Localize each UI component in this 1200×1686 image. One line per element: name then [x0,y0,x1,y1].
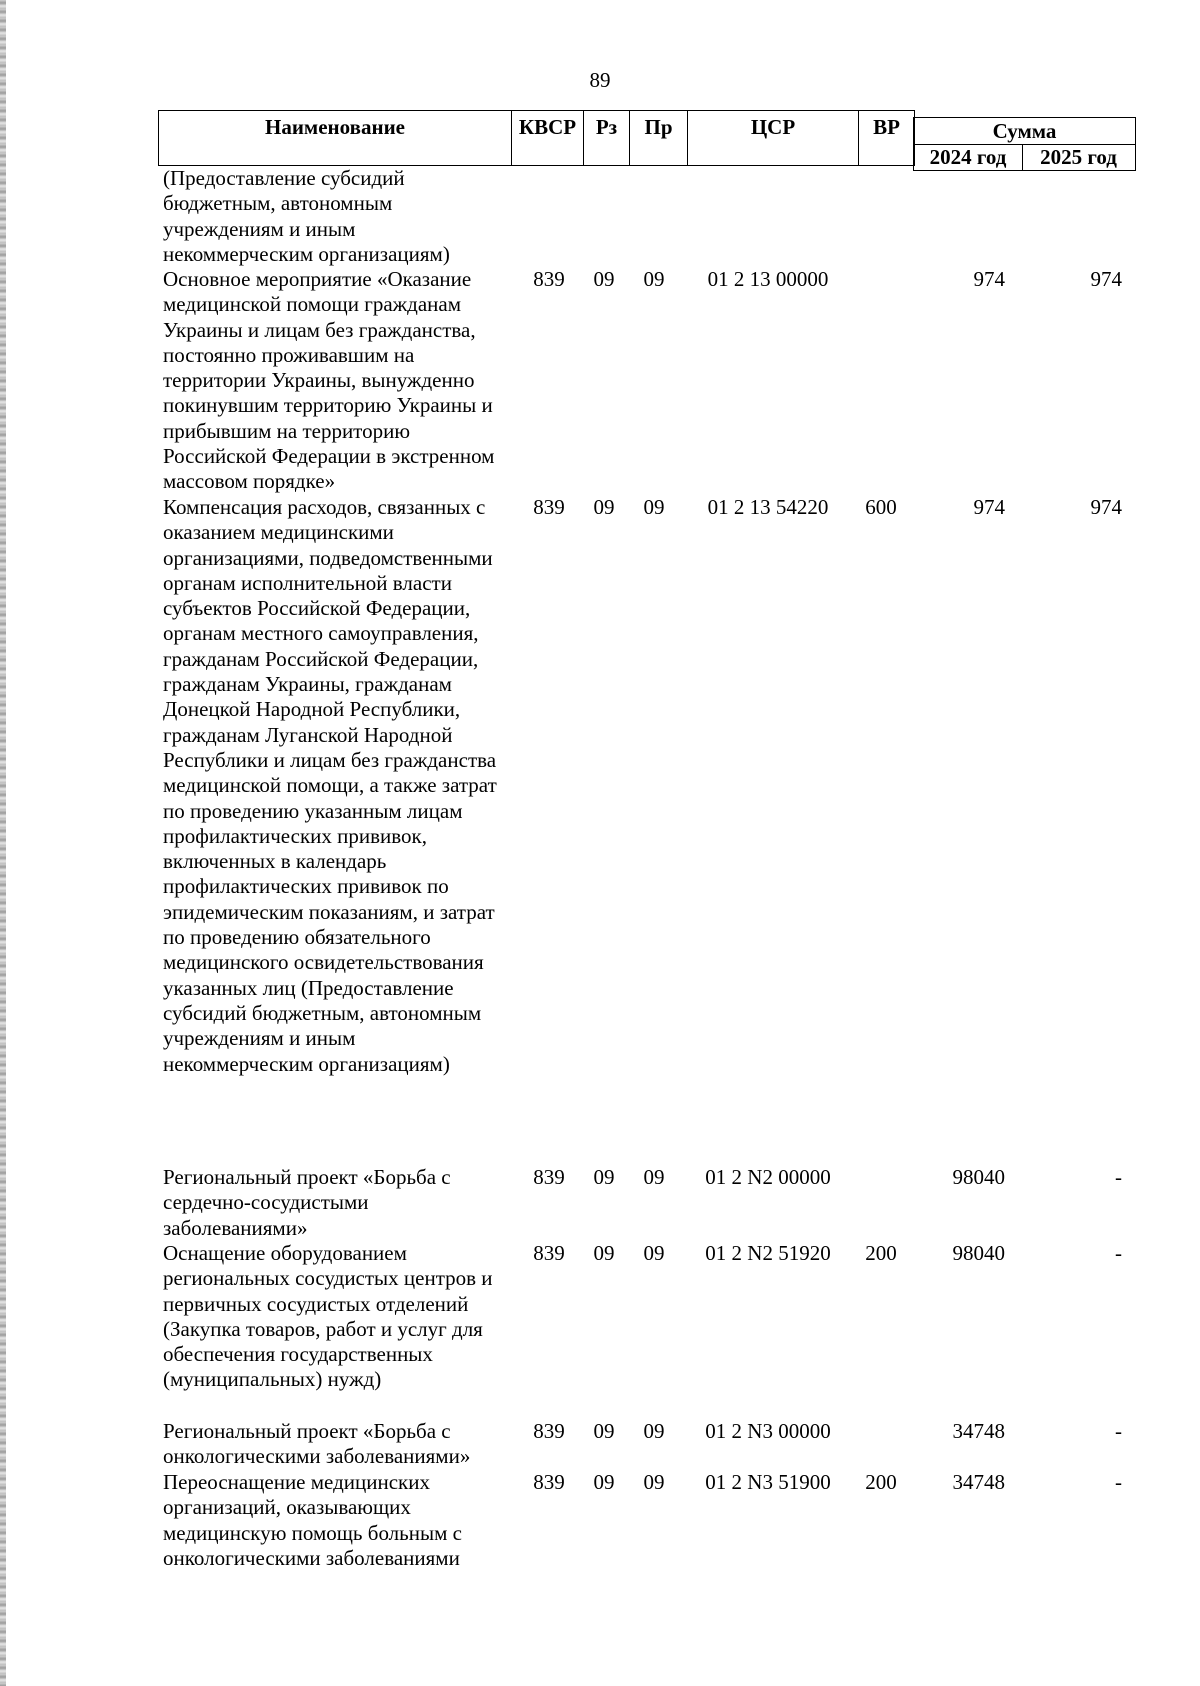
row-pr: 09 [643,1470,665,1494]
row-rz: 09 [593,1241,615,1265]
row-name: Переоснащение медицинских организаций, оказывающих медицинскую помощь больным с онкологическими заболеваниями [163,1470,462,1570]
row-pr: 09 [643,1419,665,1443]
header-summa-group [913,117,1136,171]
row-2025: 974 [1090,495,1122,519]
row-2024: 34748 [952,1470,1005,1494]
row-2025: - [1115,1419,1122,1443]
row-2024: 974 [973,267,1005,291]
row-csr: 01 2 N2 51920 [705,1241,831,1265]
row-name: Компенсация расходов, связанных с оказанием медицинскими организациями, подведомственными органам исполнительной власти субъектов Российской Федерации, органам местного самоуправления, гражданам Российской Федерации, гражданам Украины, гражданам Донецкой Народной Республики, гражданам Луганской Народной Республики и лицам без гражданства медицинской помощи, а также затрат по проведению указанным лицам профилактических прививок, включенных в календарь профилактических прививок по эпидемическим показаниям, и затрат по проведению обязательного медицинского освидетельствования указанных лиц (Предоставление субсидий бюджетным, автономным учреждениям и иным некоммерческим организациям) [163,495,497,1076]
table-row [0,1241,1200,1419]
row-rz: 09 [593,267,615,291]
row-vr: 600 [865,495,897,519]
row-pr: 09 [643,495,665,519]
table-body [0,166,1200,1572]
row-2025: 974 [1090,267,1122,291]
header-vr: ВР [858,111,914,165]
header-year-2024: 2024 год [929,145,1007,169]
table-row [0,267,1200,495]
row-2024: 98040 [952,1241,1005,1265]
row-2024: 974 [973,495,1005,519]
row-csr: 01 2 N3 00000 [705,1419,831,1443]
table-header [158,110,915,166]
row-vr: 200 [865,1241,897,1265]
row-csr: 01 2 N2 00000 [705,1165,831,1189]
table-row [0,166,1200,267]
row-pr: 09 [643,1241,665,1265]
row-rz: 09 [593,495,615,519]
table-row [0,1419,1200,1470]
row-kvsr: 839 [533,1470,565,1494]
row-name: Региональный проект «Борьба с сердечно-сосудистыми заболеваниями» [163,1165,451,1240]
row-kvsr: 839 [533,1419,565,1443]
row-csr: 01 2 13 54220 [707,495,829,519]
header-pr: Пр [629,111,687,165]
row-2025: - [1115,1165,1122,1189]
header-rz: Рз [583,111,629,165]
header-year-2025: 2025 год [1022,145,1134,170]
row-name: (Предоставление субсидий бюджетным, автономным учреждениям и иным некоммерческим организациям) [163,166,450,266]
header-kvsr: КВСР [511,111,583,165]
row-kvsr: 839 [533,267,565,291]
row-kvsr: 839 [533,1165,565,1189]
page-number: 89 [589,68,611,92]
row-2025: - [1115,1470,1122,1494]
row-pr: 09 [643,267,665,291]
header-name: Наименование [265,115,405,139]
row-2024: 98040 [952,1165,1005,1189]
header-csr: ЦСР [687,111,858,165]
row-kvsr: 839 [533,1241,565,1265]
row-2025: - [1115,1241,1122,1265]
table-row [0,1470,1200,1572]
row-vr: 200 [865,1470,897,1494]
table-row [0,495,1200,1165]
row-name: Оснащение оборудованием региональных сосудистых центров и первичных сосудистых отделений (Закупка товаров, работ и услуг для обеспечения государственных (муниципальных) нужд) [163,1241,493,1392]
row-kvsr: 839 [533,495,565,519]
row-rz: 09 [593,1470,615,1494]
row-csr: 01 2 N3 51900 [705,1470,831,1494]
row-rz: 09 [593,1419,615,1443]
row-rz: 09 [593,1165,615,1189]
table-row [0,1165,1200,1241]
row-pr: 09 [643,1165,665,1189]
row-name: Региональный проект «Борьба с онкологическими заболеваниями» [163,1419,471,1469]
header-summa: Сумма [914,118,1135,145]
row-csr: 01 2 13 00000 [707,267,829,291]
row-2024: 34748 [952,1419,1005,1443]
row-name: Основное мероприятие «Оказание медицинской помощи гражданам Украины и лицам без гражданства, постоянно проживавшим на территории Украины, вынужденно покинувшим территорию Украины и прибывшим на территорию Российской Федерации в экстренном массовом порядке» [163,267,495,494]
